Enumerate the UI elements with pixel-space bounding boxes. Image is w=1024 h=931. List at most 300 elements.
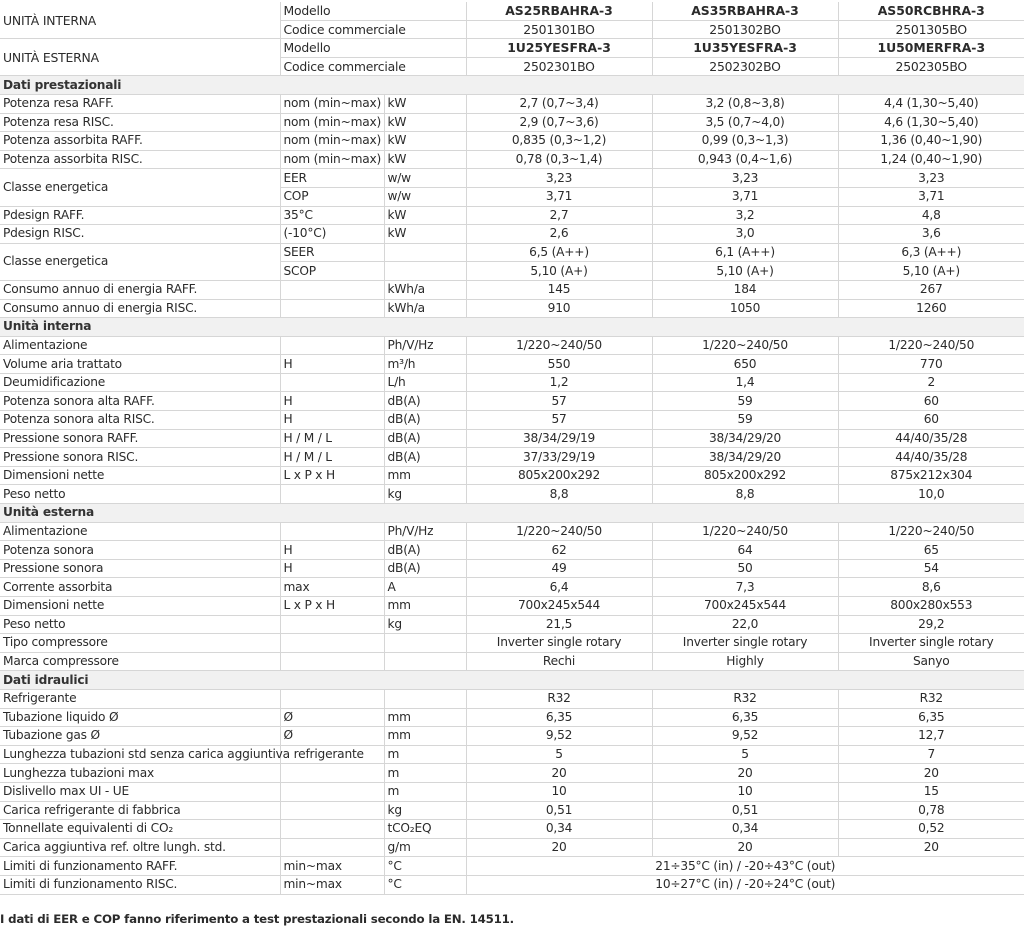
- row-value: 54: [838, 559, 1024, 578]
- row-value: Sanyo: [838, 652, 1024, 671]
- row-value: 800x280x553: [838, 597, 1024, 616]
- row-value: 550: [466, 355, 652, 374]
- row-value: 1/220~240/50: [652, 336, 838, 355]
- row-value: 3,0: [652, 225, 838, 244]
- row-value: 1/220~240/50: [466, 336, 652, 355]
- outdoor-model-row: [0, 39, 1024, 58]
- row-value: 0,78: [838, 801, 1024, 820]
- row-value: 184: [652, 280, 838, 299]
- row-value: 6,3 (A++): [838, 243, 1024, 262]
- row-unit: kW: [384, 206, 466, 225]
- row-condition: L x P x H: [280, 466, 384, 485]
- row-label: Potenza assorbita RISC.: [0, 150, 280, 169]
- row-condition: [280, 634, 384, 653]
- row-condition: [280, 485, 384, 504]
- row-unit: Ph/V/Hz: [384, 336, 466, 355]
- row-value: 1,24 (0,40~1,90): [838, 150, 1024, 169]
- table-row: [0, 745, 1024, 764]
- row-unit: [384, 243, 466, 262]
- section-outdoor: [0, 504, 1024, 523]
- row-label: Tipo compressore: [0, 634, 280, 653]
- row-condition: [280, 764, 384, 783]
- row-value: 1/220~240/50: [652, 522, 838, 541]
- row-value: 62: [466, 541, 652, 560]
- row-condition: [280, 336, 384, 355]
- row-condition: [280, 522, 384, 541]
- row-label: Pressione sonora RISC.: [0, 448, 280, 467]
- row-value: 0,51: [652, 801, 838, 820]
- row-value: 44/40/35/28: [838, 429, 1024, 448]
- row-condition: [280, 782, 384, 801]
- row-condition: [280, 689, 384, 708]
- row-value: 4,8: [838, 206, 1024, 225]
- row-unit: m³/h: [384, 355, 466, 374]
- row-value: 5,10 (A+): [466, 262, 652, 281]
- row-label: Consumo annuo di energia RISC.: [0, 299, 280, 318]
- outdoor-model: 1U25YESFRA-3: [466, 39, 652, 58]
- row-value: 38/34/29/20: [652, 429, 838, 448]
- row-unit: Ph/V/Hz: [384, 522, 466, 541]
- row-label: Pdesign RAFF.: [0, 206, 280, 225]
- table-row: [0, 522, 1024, 541]
- row-value: 700x245x544: [466, 597, 652, 616]
- section-title: Unità interna: [0, 318, 1024, 337]
- row-label: Potenza resa RISC.: [0, 113, 280, 132]
- row-condition: Ø: [280, 708, 384, 727]
- row-value: 1050: [652, 299, 838, 318]
- row-unit: mm: [384, 597, 466, 616]
- table-row: [0, 634, 1024, 653]
- row-value: 5: [652, 745, 838, 764]
- row-unit: kW: [384, 94, 466, 113]
- row-unit: kW: [384, 132, 466, 151]
- outdoor-code: 2502302BO: [652, 57, 838, 76]
- row-unit: kg: [384, 615, 466, 634]
- row-value: 1/220~240/50: [466, 522, 652, 541]
- outdoor-model: 1U50MERFRA-3: [838, 39, 1024, 58]
- row-label: Pressione sonora: [0, 559, 280, 578]
- table-row: [0, 764, 1024, 783]
- section-performance: [0, 76, 1024, 95]
- row-value: 2: [838, 373, 1024, 392]
- row-unit: mm: [384, 466, 466, 485]
- row-unit: m: [384, 745, 466, 764]
- row-value: R32: [652, 689, 838, 708]
- row-value: 5,10 (A+): [652, 262, 838, 281]
- table-row: [0, 466, 1024, 485]
- row-condition: [280, 280, 384, 299]
- row-condition: H / M / L: [280, 429, 384, 448]
- row-value: 3,2 (0,8~3,8): [652, 94, 838, 113]
- row-label: Tubazione gas Ø: [0, 727, 280, 746]
- row-value: 20: [466, 838, 652, 857]
- row-condition: H: [280, 392, 384, 411]
- row-value: 805x200x292: [466, 466, 652, 485]
- row-value: 700x245x544: [652, 597, 838, 616]
- row-value: 65: [838, 541, 1024, 560]
- row-condition: 35°C: [280, 206, 384, 225]
- row-value: 3,71: [466, 187, 652, 206]
- row-unit: dB(A): [384, 429, 466, 448]
- row-unit: dB(A): [384, 541, 466, 560]
- row-value: 1,36 (0,40~1,90): [838, 132, 1024, 151]
- row-condition: H: [280, 559, 384, 578]
- table-row: [0, 578, 1024, 597]
- row-value: 0,943 (0,4~1,6): [652, 150, 838, 169]
- indoor-model: AS25RBAHRA-3: [466, 2, 652, 20]
- row-value: 770: [838, 355, 1024, 374]
- table-row: [0, 243, 1024, 262]
- row-condition: max: [280, 578, 384, 597]
- row-value: 1260: [838, 299, 1024, 318]
- spec-table: [0, 2, 1024, 895]
- indoor-model: AS50RCBHRA-3: [838, 2, 1024, 20]
- row-condition: nom (min~max): [280, 132, 384, 151]
- row-value: 3,23: [838, 169, 1024, 188]
- row-unit: tCO₂EQ: [384, 820, 466, 839]
- table-row: [0, 708, 1024, 727]
- row-value: 2,7 (0,7~3,4): [466, 94, 652, 113]
- outdoor-unit-label: UNITÀ ESTERNA: [0, 39, 280, 76]
- row-unit: kWh/a: [384, 280, 466, 299]
- section-title: Dati idraulici: [0, 671, 1024, 690]
- row-label: Lunghezza tubazioni max: [0, 764, 280, 783]
- row-unit: A: [384, 578, 466, 597]
- row-value: 2,9 (0,7~3,6): [466, 113, 652, 132]
- row-value: 10: [652, 782, 838, 801]
- indoor-code: 2501301BO: [466, 20, 652, 39]
- table-row: [0, 336, 1024, 355]
- table-row: [0, 838, 1024, 857]
- row-value: 20: [466, 764, 652, 783]
- row-value: 1,2: [466, 373, 652, 392]
- row-value: 22,0: [652, 615, 838, 634]
- row-label: Potenza sonora: [0, 541, 280, 560]
- table-row: [0, 355, 1024, 374]
- row-label: Volume aria trattato: [0, 355, 280, 374]
- row-value: 145: [466, 280, 652, 299]
- row-unit: °C: [384, 857, 466, 876]
- row-unit: w/w: [384, 169, 466, 188]
- row-unit: w/w: [384, 187, 466, 206]
- row-value: 49: [466, 559, 652, 578]
- row-value: Inverter single rotary: [838, 634, 1024, 653]
- row-value: Inverter single rotary: [652, 634, 838, 653]
- row-value: 3,23: [466, 169, 652, 188]
- row-value: 8,8: [652, 485, 838, 504]
- indoor-code: 2501302BO: [652, 20, 838, 39]
- indoor-unit-label: UNITÀ INTERNA: [0, 2, 280, 39]
- row-value: 650: [652, 355, 838, 374]
- row-label: Alimentazione: [0, 522, 280, 541]
- row-value: 9,52: [652, 727, 838, 746]
- row-condition: [280, 299, 384, 318]
- row-value: 805x200x292: [652, 466, 838, 485]
- section-hydraulic: [0, 671, 1024, 690]
- row-value: 20: [838, 764, 1024, 783]
- table-row: [0, 652, 1024, 671]
- table-row: [0, 280, 1024, 299]
- table-row: [0, 875, 1024, 894]
- table-row: [0, 820, 1024, 839]
- table-row: [0, 559, 1024, 578]
- row-label: Classe energetica: [0, 169, 280, 206]
- row-condition: nom (min~max): [280, 150, 384, 169]
- table-row: [0, 485, 1024, 504]
- row-unit: kg: [384, 485, 466, 504]
- row-value: 2,6: [466, 225, 652, 244]
- row-label: Corrente assorbita: [0, 578, 280, 597]
- row-value: 0,99 (0,3~1,3): [652, 132, 838, 151]
- row-value: 57: [466, 411, 652, 430]
- table-row: [0, 448, 1024, 467]
- row-condition: [280, 652, 384, 671]
- section-title: Dati prestazionali: [0, 76, 1024, 95]
- row-value: 9,52: [466, 727, 652, 746]
- row-unit: kWh/a: [384, 299, 466, 318]
- row-condition: SEER: [280, 243, 384, 262]
- table-row: [0, 727, 1024, 746]
- indoor-code: 2501305BO: [838, 20, 1024, 39]
- table-row: [0, 392, 1024, 411]
- row-label: Tonnellate equivalenti di CO₂: [0, 820, 280, 839]
- row-value: 10÷27°C (in) / -20÷24°C (out): [466, 875, 1024, 894]
- row-value: 6,1 (A++): [652, 243, 838, 262]
- row-label: Marca compressore: [0, 652, 280, 671]
- table-row: [0, 299, 1024, 318]
- row-value: 3,23: [652, 169, 838, 188]
- row-value: 1/220~240/50: [838, 336, 1024, 355]
- row-unit: g/m: [384, 838, 466, 857]
- row-value: 10: [466, 782, 652, 801]
- row-value: 21÷35°C (in) / -20÷43°C (out): [466, 857, 1024, 876]
- row-value: 3,71: [838, 187, 1024, 206]
- row-label: Carica refrigerante di fabbrica: [0, 801, 280, 820]
- row-value: 1/220~240/50: [838, 522, 1024, 541]
- row-value: 64: [652, 541, 838, 560]
- row-value: 12,7: [838, 727, 1024, 746]
- footnote: I dati di EER e COP fanno riferimento a test prestazionali secondo la EN. 14511.: [0, 912, 514, 926]
- table-row: [0, 132, 1024, 151]
- row-value: 6,5 (A++): [466, 243, 652, 262]
- row-value: 6,35: [838, 708, 1024, 727]
- row-condition: (-10°C): [280, 225, 384, 244]
- indoor-model-label: Modello: [280, 2, 466, 20]
- row-value: 0,52: [838, 820, 1024, 839]
- row-condition: nom (min~max): [280, 94, 384, 113]
- indoor-model: AS35RBAHRA-3: [652, 2, 838, 20]
- row-label: Classe energetica: [0, 243, 280, 280]
- row-value: Highly: [652, 652, 838, 671]
- row-condition: [280, 373, 384, 392]
- table-row: [0, 225, 1024, 244]
- row-unit: dB(A): [384, 392, 466, 411]
- row-condition: H: [280, 411, 384, 430]
- row-value: 20: [652, 764, 838, 783]
- row-value: 7,3: [652, 578, 838, 597]
- row-label: Potenza sonora alta RAFF.: [0, 392, 280, 411]
- table-row: [0, 857, 1024, 876]
- row-value: 875x212x304: [838, 466, 1024, 485]
- row-value: 3,6: [838, 225, 1024, 244]
- row-condition: [280, 801, 384, 820]
- row-unit: m: [384, 764, 466, 783]
- row-value: 4,4 (1,30~5,40): [838, 94, 1024, 113]
- row-value: 60: [838, 392, 1024, 411]
- row-condition: min~max: [280, 857, 384, 876]
- table-row: [0, 206, 1024, 225]
- row-value: 910: [466, 299, 652, 318]
- row-value: 3,71: [652, 187, 838, 206]
- table-row: [0, 150, 1024, 169]
- row-label: Limiti di funzionamento RISC.: [0, 875, 280, 894]
- row-value: 20: [652, 838, 838, 857]
- row-unit: kW: [384, 113, 466, 132]
- table-row: [0, 782, 1024, 801]
- row-label: Pdesign RISC.: [0, 225, 280, 244]
- section-title: Unità esterna: [0, 504, 1024, 523]
- row-value: 0,78 (0,3~1,4): [466, 150, 652, 169]
- row-label: Dislivello max UI - UE: [0, 782, 280, 801]
- row-value: 0,34: [466, 820, 652, 839]
- row-condition: H: [280, 541, 384, 560]
- table-row: [0, 169, 1024, 188]
- table-row: [0, 615, 1024, 634]
- row-unit: L/h: [384, 373, 466, 392]
- row-value: 5,10 (A+): [838, 262, 1024, 281]
- row-condition: nom (min~max): [280, 113, 384, 132]
- row-value: 1,4: [652, 373, 838, 392]
- row-label: Peso netto: [0, 485, 280, 504]
- indoor-code-label: Codice commerciale: [280, 20, 466, 39]
- row-unit: kW: [384, 150, 466, 169]
- row-value: 20: [838, 838, 1024, 857]
- row-value: 10,0: [838, 485, 1024, 504]
- row-condition: L x P x H: [280, 597, 384, 616]
- section-indoor: [0, 318, 1024, 337]
- table-row: [0, 94, 1024, 113]
- row-unit: [384, 262, 466, 281]
- row-value: 38/34/29/19: [466, 429, 652, 448]
- row-value: 15: [838, 782, 1024, 801]
- outdoor-model: 1U35YESFRA-3: [652, 39, 838, 58]
- row-unit: mm: [384, 708, 466, 727]
- row-unit: kW: [384, 225, 466, 244]
- row-condition: EER: [280, 169, 384, 188]
- row-condition: [280, 615, 384, 634]
- row-value: 59: [652, 392, 838, 411]
- row-value: R32: [838, 689, 1024, 708]
- row-value: 3,2: [652, 206, 838, 225]
- row-value: 21,5: [466, 615, 652, 634]
- row-condition: min~max: [280, 875, 384, 894]
- row-unit: kg: [384, 801, 466, 820]
- row-value: Inverter single rotary: [466, 634, 652, 653]
- row-value: 2,7: [466, 206, 652, 225]
- table-row: [0, 689, 1024, 708]
- row-label: Potenza resa RAFF.: [0, 94, 280, 113]
- row-condition: H: [280, 355, 384, 374]
- row-unit: m: [384, 782, 466, 801]
- row-unit: [384, 652, 466, 671]
- row-value: 6,35: [466, 708, 652, 727]
- table-row: [0, 411, 1024, 430]
- row-condition: [280, 838, 384, 857]
- row-value: 44/40/35/28: [838, 448, 1024, 467]
- row-condition: [280, 820, 384, 839]
- row-value: 59: [652, 411, 838, 430]
- outdoor-code-label: Codice commerciale: [280, 57, 466, 76]
- row-value: 267: [838, 280, 1024, 299]
- outdoor-code: 2502305BO: [838, 57, 1024, 76]
- row-value: 8,6: [838, 578, 1024, 597]
- row-condition: H / M / L: [280, 448, 384, 467]
- row-value: 0,51: [466, 801, 652, 820]
- table-row: [0, 541, 1024, 560]
- row-value: 38/34/29/20: [652, 448, 838, 467]
- table-row: [0, 597, 1024, 616]
- row-label: Dimensioni nette: [0, 466, 280, 485]
- outdoor-code: 2502301BO: [466, 57, 652, 76]
- row-value: 6,35: [652, 708, 838, 727]
- row-label: Consumo annuo di energia RAFF.: [0, 280, 280, 299]
- row-unit: °C: [384, 875, 466, 894]
- row-label: Dimensioni nette: [0, 597, 280, 616]
- table-row: [0, 113, 1024, 132]
- outdoor-model-label: Modello: [280, 39, 466, 58]
- row-label: Lunghezza tubazioni std senza carica aggiuntiva refrigerante: [0, 745, 280, 764]
- row-label: Deumidificazione: [0, 373, 280, 392]
- row-label: Limiti di funzionamento RAFF.: [0, 857, 280, 876]
- table-row: [0, 373, 1024, 392]
- row-value: 50: [652, 559, 838, 578]
- row-value: 8,8: [466, 485, 652, 504]
- row-value: R32: [466, 689, 652, 708]
- table-row: [0, 429, 1024, 448]
- row-value: 0,835 (0,3~1,2): [466, 132, 652, 151]
- table-row: [0, 801, 1024, 820]
- row-value: 3,5 (0,7~4,0): [652, 113, 838, 132]
- row-unit: dB(A): [384, 559, 466, 578]
- row-label: Pressione sonora RAFF.: [0, 429, 280, 448]
- row-condition: COP: [280, 187, 384, 206]
- row-unit: mm: [384, 727, 466, 746]
- row-value: 57: [466, 392, 652, 411]
- row-value: 6,4: [466, 578, 652, 597]
- row-value: 7: [838, 745, 1024, 764]
- row-value: 5: [466, 745, 652, 764]
- row-label: Refrigerante: [0, 689, 280, 708]
- row-value: 29,2: [838, 615, 1024, 634]
- row-value: 60: [838, 411, 1024, 430]
- row-unit: dB(A): [384, 448, 466, 467]
- row-value: 37/33/29/19: [466, 448, 652, 467]
- row-unit: [384, 634, 466, 653]
- row-unit: dB(A): [384, 411, 466, 430]
- row-condition: Ø: [280, 727, 384, 746]
- row-label: Tubazione liquido Ø: [0, 708, 280, 727]
- row-label: Peso netto: [0, 615, 280, 634]
- row-label: Alimentazione: [0, 336, 280, 355]
- row-label: Carica aggiuntiva ref. oltre lungh. std.: [0, 838, 280, 857]
- indoor-model-row: [0, 2, 1024, 20]
- row-unit: [384, 689, 466, 708]
- row-value: Rechi: [466, 652, 652, 671]
- row-condition: SCOP: [280, 262, 384, 281]
- row-label: Potenza assorbita RAFF.: [0, 132, 280, 151]
- row-value: 4,6 (1,30~5,40): [838, 113, 1024, 132]
- row-label: Potenza sonora alta RISC.: [0, 411, 280, 430]
